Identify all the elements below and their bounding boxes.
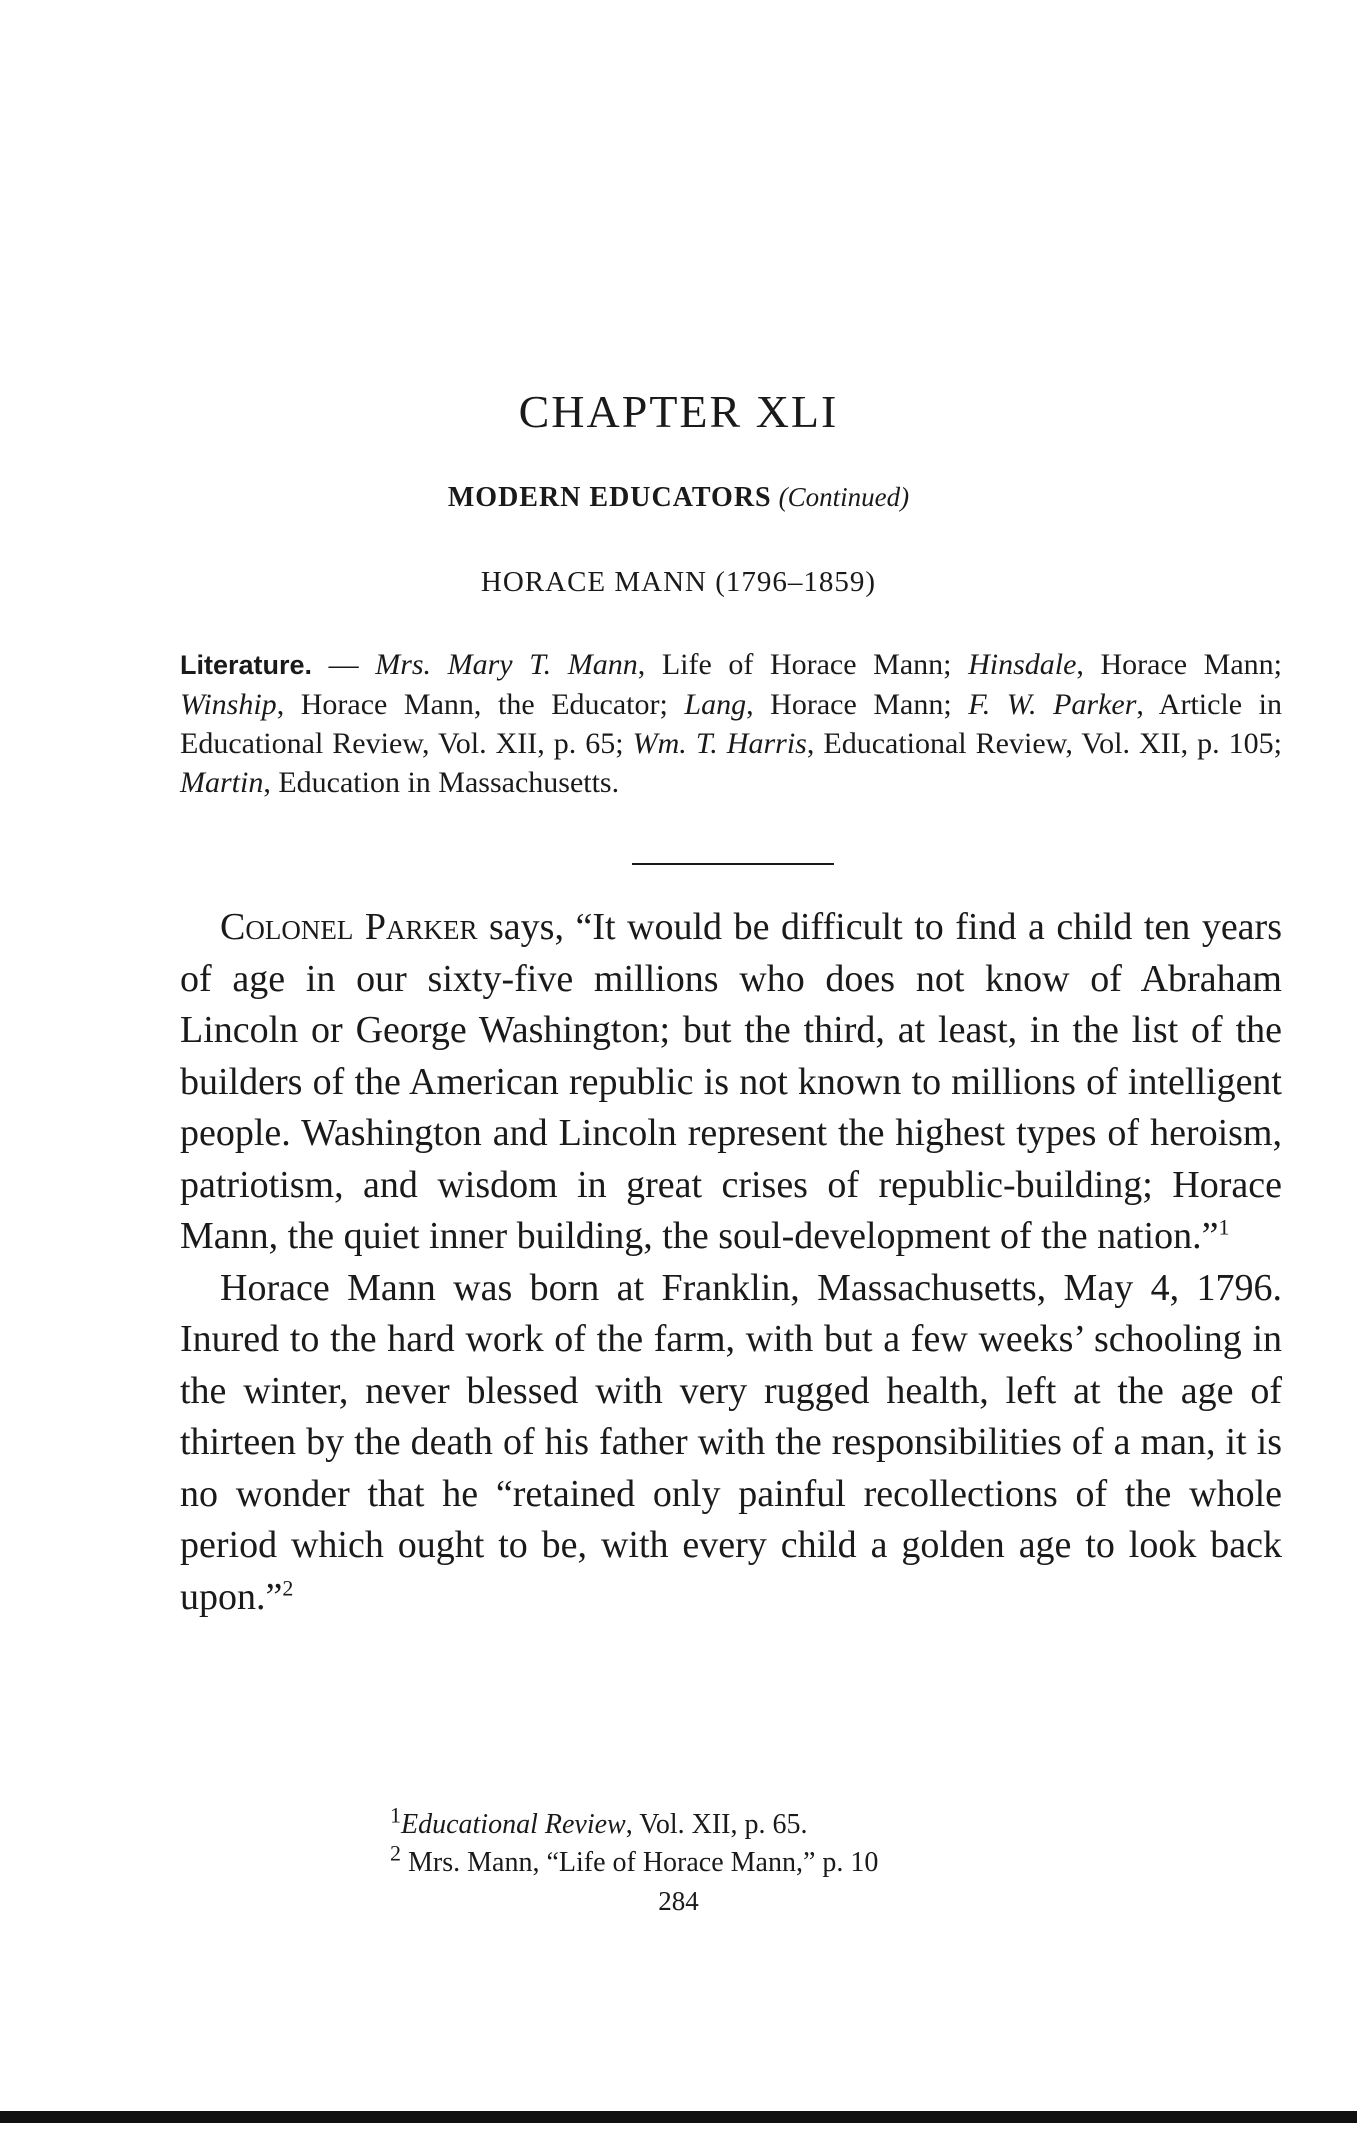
footnote-number: 1 [390,1802,401,1828]
literature-lead: Literature. [180,650,313,680]
body-text [180,902,1282,1623]
lit-author: Hinsdale [968,648,1077,681]
paragraph-1 [180,902,1282,1263]
speaker-name: Colonel Parker [220,906,478,948]
scan-edge-bar [0,2111,1357,2123]
lit-work: , Educational Review, Vol. XII, p. 105; [806,727,1282,760]
lit-author: Winship [180,688,277,721]
section-divider [632,863,834,865]
lit-author: F. W. Parker [968,688,1137,721]
lit-work: , Article in Educational Review, Vol. XII, p. 65; [180,688,1282,760]
lit-work: , Life of Horace Mann; [637,648,969,681]
footnote-text: Mrs. Mann, “Life of Horace Mann,” p. 10 [408,1847,879,1878]
section-title [0,482,1357,514]
footnote-title: Educational Review [401,1809,626,1840]
footnote-text: , Vol. XII, p. 65. [625,1809,808,1840]
lit-work: , Horace Mann; [1076,648,1282,681]
paragraph-1-text: says, “It would be difficult to find a child ten years of age in our sixty-five millions who does not know of Abraham Lincoln or George Washington; but the third, at least, in the list of the builders of the American republic is not known to millions of intelligent people. Washington and Lincoln represent the highest types of heroism, patriotism, and wisdom in great crises of republic-building; Horace Mann, the quiet inner building, the soul-development of the nation.” [180,906,1282,1257]
section-title-text: MODERN EDUCATORS [447,482,772,513]
lit-work: , Education in Massachusetts. [263,766,620,799]
page-number: 284 [658,1886,699,1916]
footnote-2 [390,1840,1150,1882]
lit-author: Martin [180,766,264,799]
footnote-1 [390,1802,1150,1844]
footnotes [390,1802,1150,1882]
subject-title: HORACE MANN (1796–1859) [480,566,877,598]
footnote-ref-2[interactable]: 2 [282,1574,294,1600]
footnote-ref-1[interactable]: 1 [1218,1214,1230,1240]
literature-dash: — [312,648,376,681]
literature-block [180,645,1282,802]
paragraph-2-text: Horace Mann was born at Franklin, Massachusetts, May 4, 1796. Inured to the hard work of the farm, with but a few weeks’ schooling in the winter, never blessed with very rugged health, left at the age of thirteen by the death of his father with the responsibilities of a man, it is no wonder that he “retained only painful recollections of the whole period which ought to be, with every child a golden age to look back upon.” [180,1266,1282,1618]
footnote-number: 2 [390,1840,401,1866]
lit-author: Wm. T. Harris [632,727,807,760]
lit-author: Lang [684,688,747,721]
lit-work: , Horace Mann, the Educator; [276,688,685,721]
paragraph-2 [180,1263,1282,1624]
lit-author: Mrs. Mary T. Mann [375,648,638,681]
chapter-title: CHAPTER XLI [518,386,839,437]
section-note: (Continued) [778,482,910,512]
lit-work: , Horace Mann; [746,688,969,721]
